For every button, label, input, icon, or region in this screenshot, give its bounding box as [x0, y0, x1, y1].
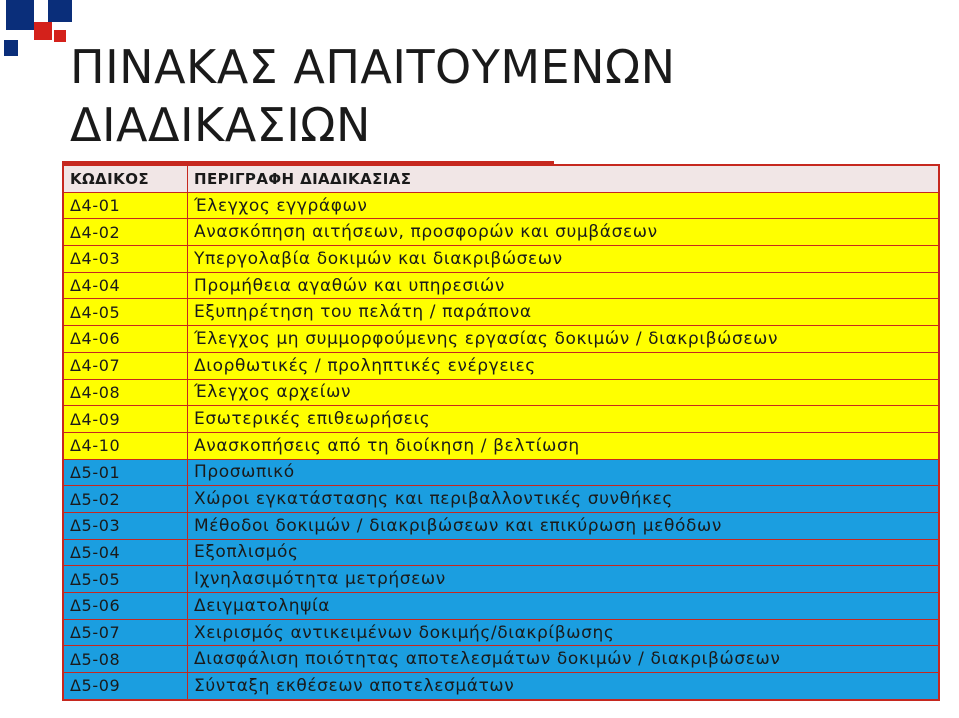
procedures-table: [63, 165, 939, 700]
table-row: [64, 272, 939, 299]
decor-square-red: [34, 22, 52, 40]
procedure-description: Εσωτερικές επιθεωρήσεις: [188, 406, 939, 433]
procedure-description: Έλεγχος εγγράφων: [188, 192, 939, 219]
procedure-code: Δ4-07: [64, 352, 188, 379]
header-code: ΚΩΔΙΚΟΣ: [64, 166, 188, 193]
table-row: [64, 646, 939, 673]
procedure-code: Δ4-05: [64, 299, 188, 326]
procedure-code: Δ4-01: [64, 192, 188, 219]
procedure-code: Δ5-05: [64, 566, 188, 593]
title-line-1: ΠΙΝΑΚΑΣ ΑΠΑΙΤΟΥΜΕΝΩΝ: [70, 40, 676, 94]
table-header-row: [64, 166, 939, 193]
decor-square-blue-medium: [48, 0, 72, 22]
table-body: [64, 192, 939, 699]
procedure-description: Εξοπλισμός: [188, 539, 939, 566]
procedure-description: Χειρισμός αντικειμένων δοκιμής/διακρίβωσης: [188, 619, 939, 646]
procedure-description: Διασφάλιση ποιότητας αποτελεσμάτων δοκιμών / διακριβώσεων: [188, 646, 939, 673]
procedure-code: Δ4-06: [64, 326, 188, 353]
procedure-code: Δ4-04: [64, 272, 188, 299]
table-row: [64, 406, 939, 433]
procedure-description: Μέθοδοι δοκιμών / διακριβώσεων και επικύρωση μεθόδων: [188, 512, 939, 539]
table-row: [64, 459, 939, 486]
table-row: [64, 619, 939, 646]
header-description: ΠΕΡΙΓΡΑΦΗ ΔΙΑΔΙΚΑΣΙΑΣ: [188, 166, 939, 193]
table-row: [64, 192, 939, 219]
table-row: [64, 352, 939, 379]
procedure-code: Δ5-02: [64, 486, 188, 513]
decor-square-red-small: [54, 30, 66, 42]
title-line-2: ΔΙΑΔΙΚΑΣΙΩΝ: [70, 98, 371, 152]
table-row: [64, 673, 939, 700]
procedure-description: Σύνταξη εκθέσεων αποτελεσμάτων: [188, 673, 939, 700]
procedure-description: Ανασκόπηση αιτήσεων, προσφορών και συμβάσεων: [188, 219, 939, 246]
procedure-description: Προμήθεια αγαθών και υπηρεσιών: [188, 272, 939, 299]
table-row: [64, 246, 939, 273]
procedure-description: Έλεγχος αρχείων: [188, 379, 939, 406]
table-row: [64, 432, 939, 459]
procedure-code: Δ5-04: [64, 539, 188, 566]
procedure-code: Δ4-09: [64, 406, 188, 433]
procedure-description: Υπεργολαβία δοκιμών και διακριβώσεων: [188, 246, 939, 273]
decor-square-blue-large: [6, 0, 34, 30]
table-row: [64, 326, 939, 353]
procedure-description: Εξυπηρέτηση του πελάτη / παράπονα: [188, 299, 939, 326]
procedure-code: Δ4-02: [64, 219, 188, 246]
procedure-code: Δ5-01: [64, 459, 188, 486]
table-row: [64, 379, 939, 406]
procedure-description: Ανασκοπήσεις από τη διοίκηση / βελτίωση: [188, 432, 939, 459]
procedure-description: Προσωπικό: [188, 459, 939, 486]
decor-square-blue-small: [4, 40, 18, 56]
procedure-code: Δ4-08: [64, 379, 188, 406]
table-row: [64, 219, 939, 246]
page-title: [70, 38, 870, 154]
procedure-description: Διορθωτικές / προληπτικές ενέργειες: [188, 352, 939, 379]
procedure-description: Ιχνηλασιμότητα μετρήσεων: [188, 566, 939, 593]
procedure-description: Έλεγχος μη συμμορφούμενης εργασίας δοκιμών / διακριβώσεων: [188, 326, 939, 353]
table-row: [64, 539, 939, 566]
procedure-code: Δ5-07: [64, 619, 188, 646]
procedure-code: Δ4-03: [64, 246, 188, 273]
procedures-table-container: [62, 164, 940, 701]
procedure-description: Δειγματοληψία: [188, 593, 939, 620]
table-row: [64, 299, 939, 326]
procedure-code: Δ5-03: [64, 512, 188, 539]
procedure-code: Δ5-06: [64, 593, 188, 620]
procedure-code: Δ5-08: [64, 646, 188, 673]
table-row: [64, 486, 939, 513]
table-row: [64, 566, 939, 593]
procedure-code: Δ4-10: [64, 432, 188, 459]
table-row: [64, 593, 939, 620]
procedure-code: Δ5-09: [64, 673, 188, 700]
table-row: [64, 512, 939, 539]
procedure-description: Χώροι εγκατάστασης και περιβαλλοντικές συνθήκες: [188, 486, 939, 513]
